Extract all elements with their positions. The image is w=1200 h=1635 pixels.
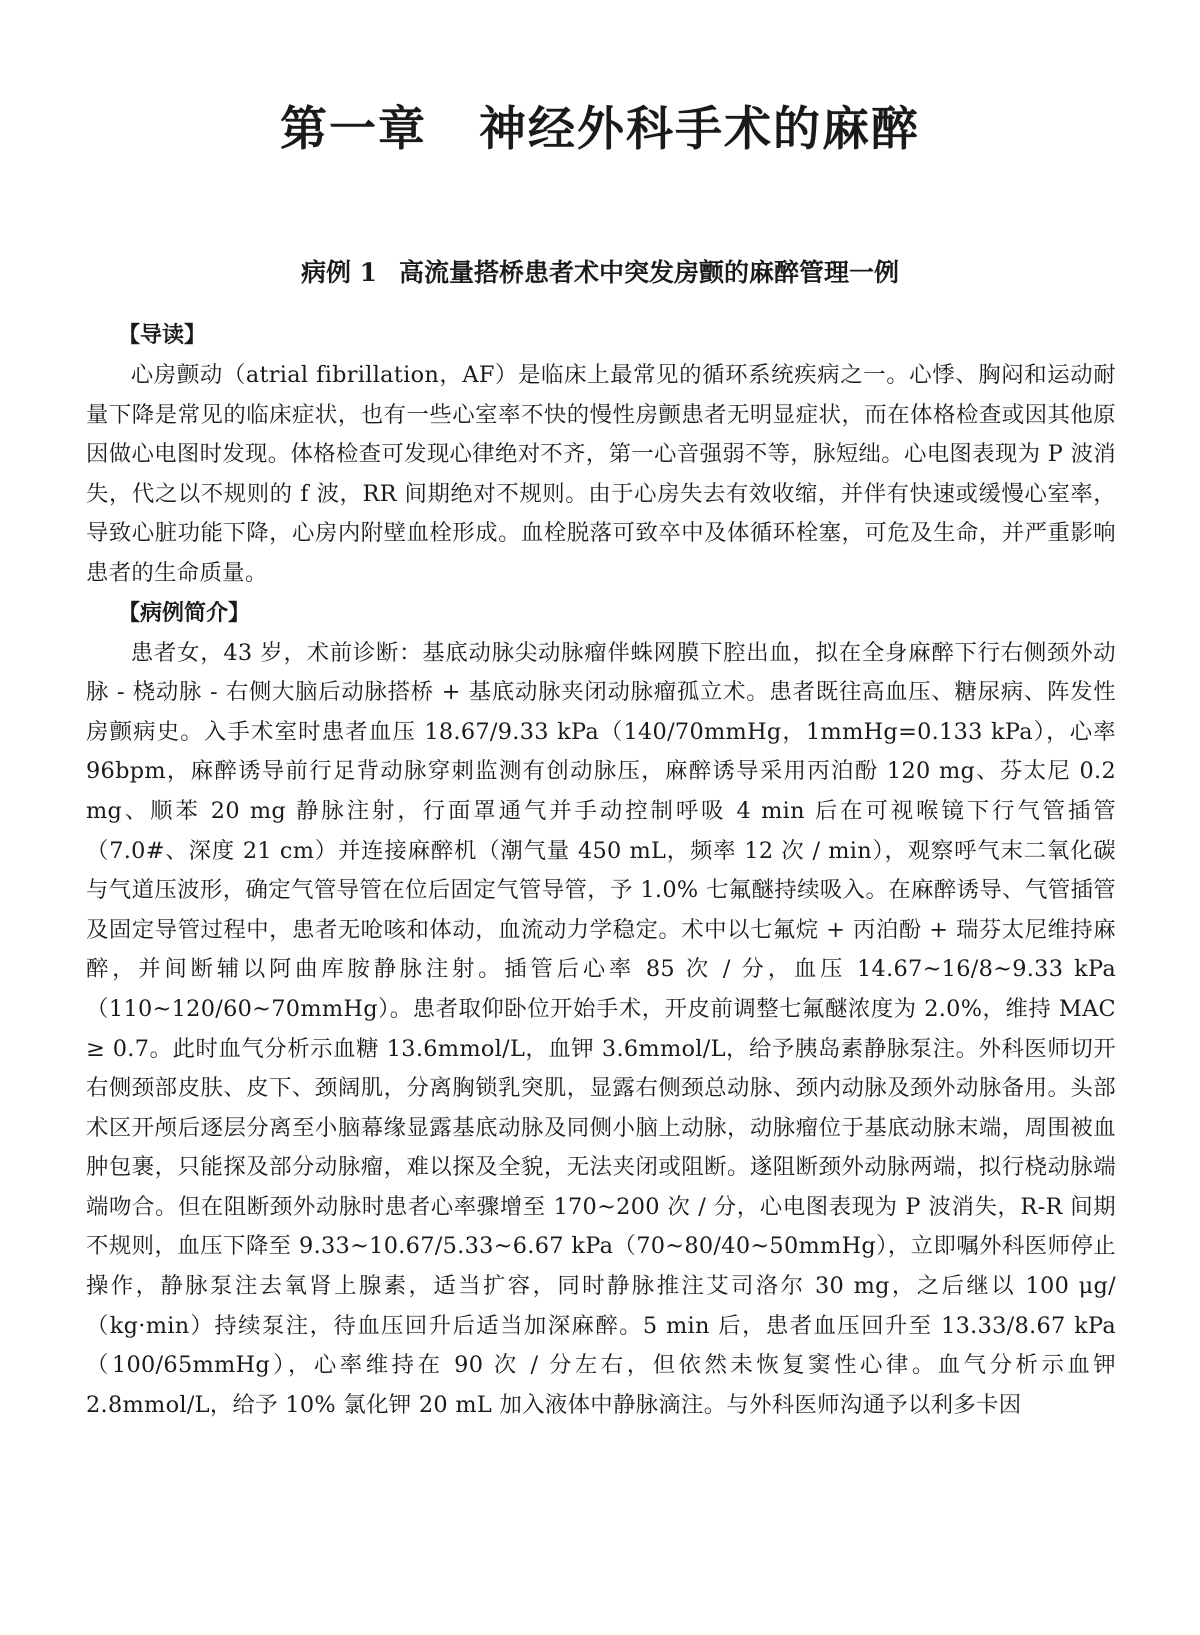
chapter-number: 第一章: [280, 102, 427, 157]
guide-paragraph: 心房颤动（atrial fibrillation，AF）是临床上最常见的循环系统疾病之一。心悸、胸闷和运动耐量下降是常见的临床症状，也有一些心室率不快的慢性房颤患者无明显症状，而在体格检查或因其他原因做心电图时发现。体格检查可发现心律绝对不齐，第一心音强弱不等，脉短绌。心电图表现为 P 波消失，代之以不规则的 f 波，RR 间期绝对不规则。由于心房失去有效收缩，并伴有快速或缓慢心室率，导致心脏功能下降，心房内附壁血栓形成。血栓脱落可致卒中及体循环栓塞，可危及生命，并严重影响患者的生命质量。: [86, 362, 1116, 586]
body-text: [86, 316, 1116, 1425]
section-heading-guide: 【导读】: [118, 323, 207, 348]
section-heading-case-intro: 【病例简介】: [118, 600, 251, 626]
case-name: 高流量搭桥患者术中突发房颤的麻醉管理一例: [399, 258, 900, 287]
chapter-name: 神经外科手术的麻醉: [479, 102, 920, 157]
case-number: 病例 1: [300, 258, 378, 287]
chapter-title: [0, 100, 1200, 160]
case-intro-paragraph: 患者女，43 岁，术前诊断：基底动脉尖动脉瘤伴蛛网膜下腔出血，拟在全身麻醉下行右侧颈外动脉 - 桡动脉 - 右侧大脑后动脉搭桥 + 基底动脉夹闭动脉瘤孤立术。患者既往高血压、糖尿病、阵发性房颤病史。入手术室时患者血压 18.67/9.33 kPa（140/70mmHg，1mmHg=0.133 kPa），心率 96bpm，麻醉诱导前行足背动脉穿刺监测有创动脉压，麻醉诱导采用丙泊酚 120 mg、芬太尼 0.2 mg、顺苯 20 mg 静脉注射，行面罩通气并手动控制呼吸 4 min 后在可视喉镜下行气管插管（7.0#、深度 21 cm）并连接麻醉机（潮气量 450 mL，频率 12 次 / min），观察呼气末二氧化碳与气道压波形，确定气管导管在位后固定气管导管，予 1.0% 七氟醚持续吸入。在麻醉诱导、气管插管及固定导管过程中，患者无呛咳和体动，血流动力学稳定。术中以七氟烷 + 丙泊酚 + 瑞芬太尼维持麻醉，并间断辅以阿曲库胺静脉注射。插管后心率 85 次 / 分，血压 14.67~16/8~9.33 kPa（110~120/60~70mmHg）。患者取仰卧位开始手术，开皮前调整七氟醚浓度为 2.0%，维持 MAC ≥ 0.7。此时血气分析示血糖 13.6mmol/L，血钾 3.6mmol/L，给予胰岛素静脉泵注。外科医师切开右侧颈部皮肤、皮下、颈阔肌，分离胸锁乳突肌，显露右侧颈总动脉、颈内动脉及颈外动脉备用。头部术区开颅后逐层分离至小脑幕缘显露基底动脉及同侧小脑上动脉，动脉瘤位于基底动脉末端，周围被血肿包裹，只能探及部分动脉瘤，难以探及全貌，无法夹闭或阻断。遂阻断颈外动脉两端，拟行桡动脉端端吻合。但在阻断颈外动脉时患者心率骤增至 170~200 次 / 分，心电图表现为 P 波消失，R-R 间期不规则，血压下降至 9.33~10.67/5.33~6.67 kPa（70~80/40~50mmHg），立即嘱外科医师停止操作，静脉泵注去氧肾上腺素，适当扩容，同时静脉推注艾司洛尔 30 mg，之后继以 100 μg/（kg·min）持续泵注，待血压回升后适当加深麻醉。5 min 后，患者血压回升至 13.33/8.67 kPa（100/65mmHg），心率维持在 90 次 / 分左右，但依然未恢复窦性心律。血气分析示血钾 2.8mmol/L，给予 10% 氯化钾 20 mL 加入液体中静脉滴注。与外科医师沟通予以利多卡因: [86, 639, 1116, 1418]
case-title: [0, 253, 1200, 293]
